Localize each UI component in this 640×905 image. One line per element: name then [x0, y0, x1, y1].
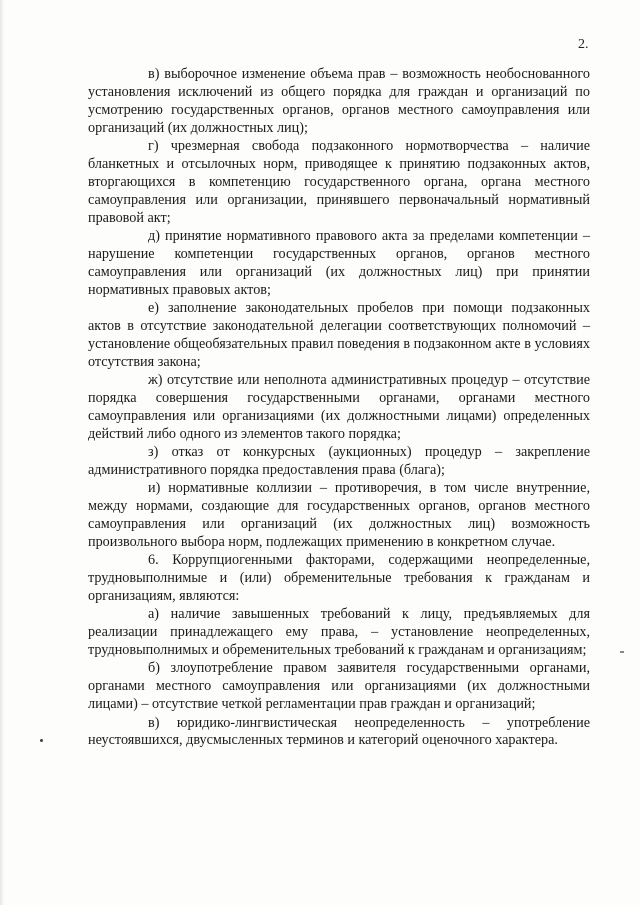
paragraph-i: и) нормативные коллизии – противоречия, в том числе внутренние, между нормами, создающие для государственных органов, органов местного самоуправления или организаций (их должностных лиц) возможность произвольного выбора норм, подлежащих применению в конкретном случае. [88, 480, 590, 550]
paragraph-e: е) заполнение законодательных пробелов при помощи подзаконных актов в отсутствие законодательной делегации соответствующих полномочий – установление общеобязательных правил поведения в подзаконном акте в условиях отсутствия закона; [88, 299, 590, 370]
document-body [88, 66, 590, 750]
page-number: 2. [578, 37, 589, 52]
scan-speck [40, 739, 43, 742]
paragraph-a: а) наличие завышенных требований к лицу, предъявляемых для реализации принадлежащего ему права, – установление неопределенных, трудновыполнимых и обременительных требований к гражданам и организациям; [88, 606, 590, 659]
scan-mark [620, 651, 624, 653]
paragraph-zh: ж) отсутствие или неполнота административных процедур – отсутствие порядка совершения государственными органами, органами местного самоуправления или организациями (их должностными лицами) определенных действий либо одного из элементов такого порядка; [88, 371, 590, 442]
paragraph-g: г) чрезмерная свобода подзаконного нормотворчества – наличие бланкетных и отсылочных норм, приводящее к принятию подзаконных актов, вторгающихся в компетенцию государственного органа, органа местного самоуправления или организации, принявшего первоначальный нормативный правовой акт; [88, 138, 590, 226]
paragraph-section-6: 6. Коррупциогенными факторами, содержащими неопределенные, трудновыполнимые и (или) обременительные требования к гражданам и организациям, являются: [88, 552, 590, 605]
paragraph-b: б) злоупотребление правом заявителя государственными органами, органами местного самоуправления или организациями (их должностными лицами) – отсутствие четкой регламентации прав граждан и организаций; [88, 660, 590, 713]
paragraph-z: з) отказ от конкурсных (аукционных) процедур – закрепление административного порядка предоставления права (блага); [88, 443, 590, 478]
paragraph-d: д) принятие нормативного правового акта за пределами компетенции – нарушение компетенции государственных органов, органов местного самоуправления или организаций (их должностных лиц) при принятии нормативных правовых актов; [88, 227, 590, 298]
scan-edge-shadow [0, 0, 4, 905]
paragraph-v-2: в) юридико-лингвистическая неопределенность – употребление неустоявшихся, двусмысленных терминов и категорий оценочного характера. [88, 714, 590, 749]
paragraph-v: в) выборочное изменение объема прав – возможность необоснованного установления исключений из общего порядка для граждан и организаций по усмотрению государственных органов, органов местного самоуправления или организаций (их должностных лиц); [88, 66, 590, 136]
